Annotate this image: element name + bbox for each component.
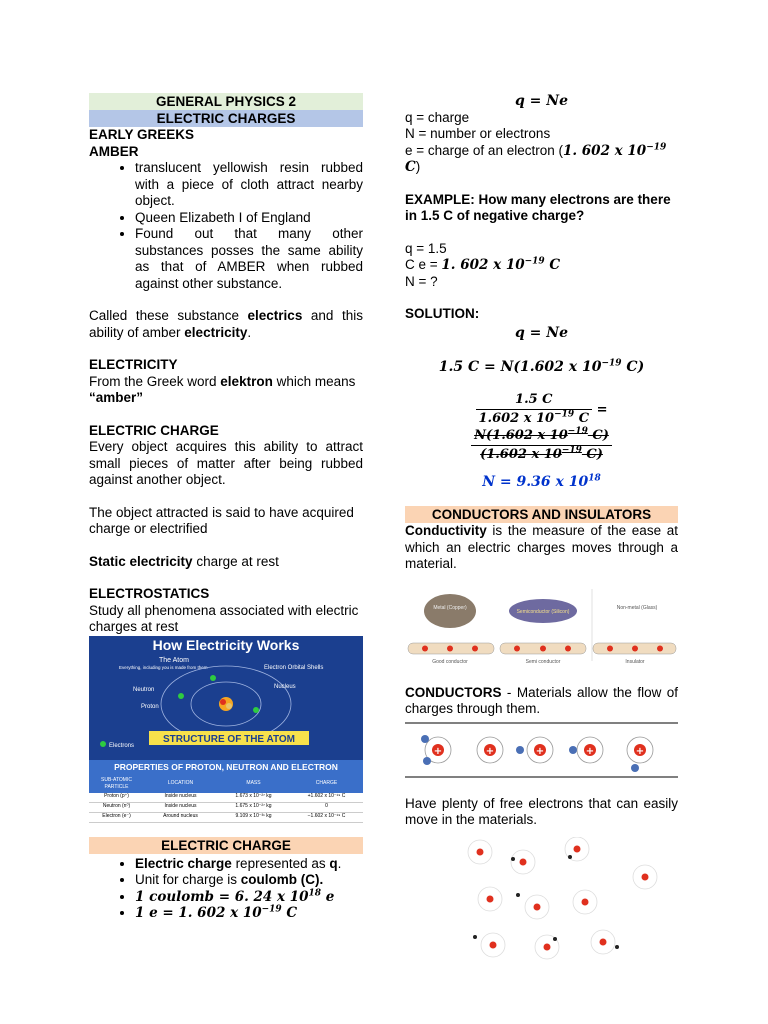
good-conductor-label: Good conductor (432, 658, 468, 665)
list-item: • Unit for charge is coulomb (C). (135, 872, 363, 889)
amber-list (89, 160, 363, 292)
electron-icon (516, 746, 524, 754)
neutron-icon (226, 703, 232, 709)
electron-icon (473, 935, 477, 939)
formula-main: q = Ne (515, 93, 568, 109)
electron-icon (423, 757, 431, 765)
def-q: q = charge (405, 109, 470, 125)
given-n: N = ? (405, 273, 438, 289)
nonmetal-label: Non-metal (Glass) (616, 604, 658, 611)
table-cell: +1.602 x 10⁻¹⁹ C (307, 792, 346, 799)
table-header-row (89, 775, 363, 793)
electron-icon (553, 937, 557, 941)
solution-heading: SOLUTION: (405, 306, 480, 321)
copper-sample-icon (424, 594, 476, 628)
metal-label: Metal (Copper) (433, 604, 467, 611)
conductors-paragraph: CONDUCTORS - Materials allow the flow of charges through them. (405, 684, 678, 716)
static-paragraph: Static electricity charge at rest (89, 553, 279, 569)
proton-icon (220, 699, 226, 705)
electron-icon (253, 707, 259, 713)
early-greeks-heading: EARLY GREEKS (89, 127, 195, 142)
svg-text:+: + (585, 745, 595, 757)
electron-icon (421, 735, 429, 743)
electrostatics-heading: ELECTROSTATICS (89, 586, 210, 601)
left-column (89, 93, 363, 922)
amber-heading: AMBER (89, 143, 139, 159)
poster-atom-sub: Everything, including you is made from them (119, 664, 208, 670)
table-cell: Inside nucleus (164, 802, 197, 809)
poster-nucleus-label: Nucleus (274, 683, 296, 690)
poster-proton-label: Proton (141, 703, 159, 710)
table-header-cell: SUB-ATOMIC PARTICLE (101, 776, 132, 790)
solution-eq2: 1.5 C = N(1.602 x $10^{-19}$ C) (438, 358, 645, 375)
list-item: • 1 e = 1. 602 x $10^{-19}$ C (135, 905, 363, 922)
table-cell: 1.675 x 10⁻²⁷ kg (235, 802, 272, 809)
conductivity-paragraph: Conductivity is the measure of the ease at which an electric charges moves through a material. (405, 523, 678, 571)
free-electrons-paragraph: Have plenty of free electrons that can easily move in the materials. (405, 795, 678, 827)
def-n: N = number or electrons (405, 126, 551, 141)
table-cell: Neutron (n⁰) (102, 802, 131, 809)
conductors-insulators-bar: CONDUCTORS AND INSULATORS (405, 506, 678, 523)
table-header-cell: MASS (246, 780, 261, 786)
given-e: C e = 1. 602 x $10^{-19}$ C (405, 256, 561, 273)
electron-icon (210, 675, 216, 681)
fraction-right: $\frac{N(1.602 x 10^{-19} C)}{(1.602 x 10^{-19} C)}$ (471, 428, 612, 464)
electrostatics-paragraph: Study all phenomena associated with electric charges at rest (89, 602, 359, 634)
poster-orbital-label: Electron Orbital Shells (264, 664, 324, 671)
charge-paragraph: Every object acquires this ability to attract small pieces of matter after being rubbed against another object. (89, 439, 363, 487)
svg-text:+: + (635, 745, 645, 757)
attracted-paragraph: The object attracted is said to have acquired charge or electrified (89, 504, 354, 536)
def-e: e = charge of an electron (1. 602 x $10^{-19}$ C) (405, 142, 667, 175)
list-item: • translucent yellowish resin rubbed with a piece of cloth attract nearby object. (135, 160, 363, 210)
insulator-label: Insulator (625, 658, 645, 665)
example-heading: EXAMPLE: How many electrons are there in 1.5 C of negative charge? (405, 191, 671, 223)
list-item: • 1 coulomb = 6. 24 x $10^{18}$ e (135, 889, 363, 906)
given-q: q = 1.5 (405, 240, 447, 256)
poster-neutron-label: Neutron (133, 686, 155, 693)
electricity-paragraph: From the Greek word elektron which means “amber” (89, 373, 356, 405)
structure-banner-text: STRUCTURE OF THE ATOM (162, 733, 296, 745)
solution-eq1: q = Ne (515, 324, 568, 341)
svg-text:+: + (535, 745, 545, 757)
electric-charge-heading: ELECTRIC CHARGE (89, 422, 219, 438)
list-item: • Electric charge represented as q. (135, 856, 363, 873)
poster-atom-label: The Atom (159, 656, 189, 664)
conductor-types-figure (405, 589, 678, 671)
electron-icon (615, 945, 619, 949)
table-cell: 0 (325, 802, 328, 809)
properties-table-title: PROPERTIES OF PROTON, NEUTRON AND ELECTRON (89, 760, 363, 775)
electron-icon (516, 893, 520, 897)
semiconductor-label: Semiconductor (Silicon) (516, 608, 570, 615)
svg-text:+: + (433, 745, 443, 757)
charge-list (89, 856, 363, 922)
properties-table (89, 760, 363, 823)
solution-answer: N = 9.36 x $10^{18}$ (482, 472, 601, 490)
free-electrons-diagram (405, 837, 678, 962)
atom-structure-figure (89, 636, 363, 760)
called-paragraph: Called these substance electrics and this ability of amber electricity. (89, 308, 363, 340)
electron-icon (631, 764, 639, 772)
table-row (89, 793, 363, 803)
document-subtitle: ELECTRIC CHARGES (89, 110, 363, 127)
fraction-left: $\frac{1.5 C}{1.602 x 10^{-19} C}$ (476, 392, 593, 428)
table-header-cell: LOCATION (167, 780, 194, 786)
free-electrons-figure (405, 837, 678, 962)
right-column (405, 93, 678, 962)
atom-diagram (89, 636, 363, 760)
table-row (89, 803, 363, 813)
document-title: GENERAL PHYSICS 2 (89, 93, 363, 110)
table-cell: Inside nucleus (164, 792, 197, 799)
conductor-types-diagram (405, 589, 678, 671)
table-cell: 1.673 x 10⁻²⁷ kg (235, 792, 272, 799)
table-cell: Electron (e⁻) (102, 812, 131, 819)
electricity-heading: ELECTRICITY (89, 357, 178, 372)
charge-flow-figure (405, 720, 678, 780)
electron-icon (511, 857, 515, 861)
legend-electron-icon (100, 741, 106, 747)
list-item: • Found out that many other substances posses the same ability as that of AMBER when rubbed against other substance. (135, 226, 363, 292)
svg-text:+: + (485, 745, 495, 757)
poster-electron-label: Electrons (109, 742, 135, 749)
solution-fraction: $\frac{1.5 C}{1.602 x 10^{-19} C}$ = $\frac{N(1.602 x 10^{-19} C)}{(1.602 x 10^{-19} C)}$ (405, 392, 678, 464)
table-cell: 9.109 x 10⁻³¹ kg (235, 812, 272, 819)
table-row (89, 813, 363, 823)
semi-conductor-label: Semi conductor (525, 658, 561, 665)
table-cell: Proton (p⁺) (104, 792, 129, 799)
table-cell: Around nucleus (163, 812, 198, 819)
list-item: • Queen Elizabeth I of England (135, 210, 363, 227)
electron-icon (178, 693, 184, 699)
poster-title: How Electricity Works (152, 636, 300, 653)
charge-flow-diagram (405, 720, 678, 780)
table-header-cell: CHARGE (315, 780, 338, 786)
table-cell: −1.602 x 10⁻¹⁹ C (307, 812, 346, 819)
electron-icon (568, 855, 572, 859)
electric-charge-bar: ELECTRIC CHARGE (89, 837, 363, 854)
electron-icon (569, 746, 577, 754)
